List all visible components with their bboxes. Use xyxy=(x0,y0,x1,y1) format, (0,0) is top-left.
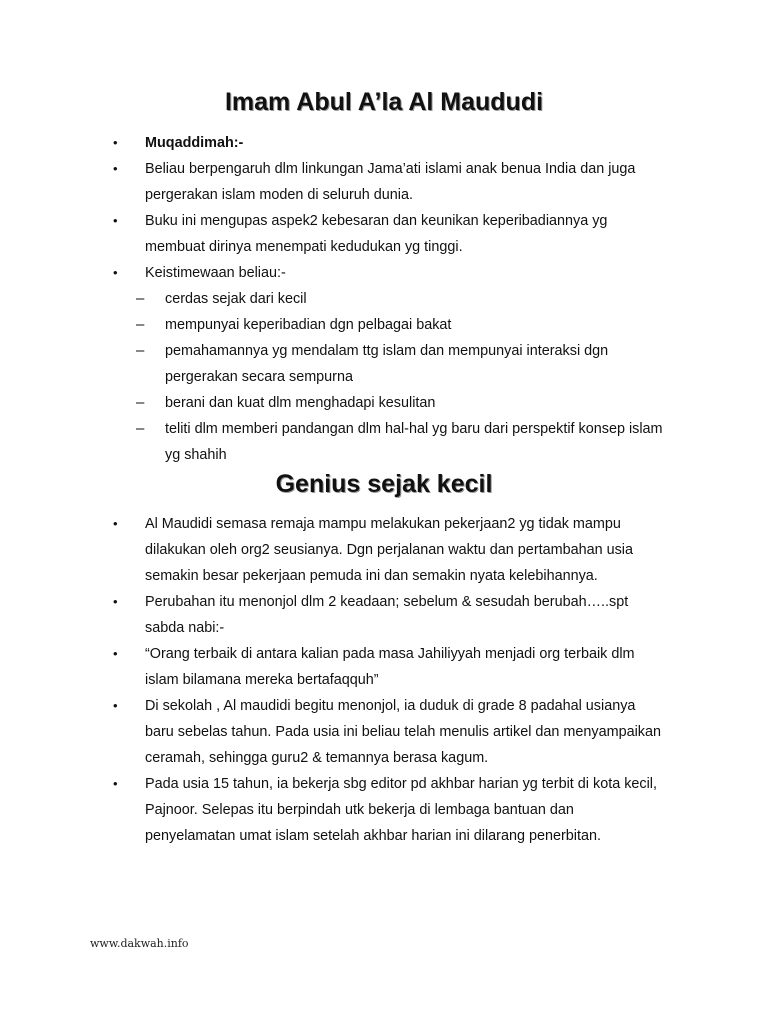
list-item xyxy=(0,641,768,693)
bullet-marker: • xyxy=(113,776,118,791)
list-item-text: Keistimewaan beliau:- xyxy=(145,265,286,281)
list-item xyxy=(0,130,768,156)
bullet-marker: • xyxy=(113,213,118,228)
dash-marker: – xyxy=(136,316,145,333)
intro-list xyxy=(0,130,768,468)
list-item-text: teliti dlm memberi pandangan dlm hal-hal yg baru dari perspektif konsep islam yg shahih xyxy=(165,421,663,463)
list-item-text: pemahamannya yg mendalam ttg islam dan mempunyai interaksi dgn pergerakan secara sempurna xyxy=(165,343,609,385)
dash-marker: – xyxy=(136,342,145,359)
bullet-marker: • xyxy=(113,594,118,609)
page-title: Imam Abul A’la Al Maududi xyxy=(224,88,544,116)
sub-list-item xyxy=(0,416,768,468)
list-item-text: “Orang terbaik di antara kalian pada masa Jahiliyyah menjadi org terbaik dlm islam bilamana mereka bertafaqquh” xyxy=(145,646,635,688)
sub-list-item xyxy=(0,286,768,312)
dash-marker: – xyxy=(136,394,145,411)
list-item xyxy=(0,589,768,641)
list-item xyxy=(0,156,768,208)
list-item-text: cerdas sejak dari kecil xyxy=(165,291,307,307)
list-item-text: Al Maudidi semasa remaja mampu melakukan pekerjaan2 yg tidak mampu dilakukan oleh org2 seusianya. Dgn perjalanan waktu dan pertambahan usia semakin besar pekerjaan pemuda ini dan semakin nyata kelebihannya. xyxy=(145,516,634,584)
list-item-text: berani dan kuat dlm menghadapi kesulitan xyxy=(165,395,436,411)
sub-list-item xyxy=(0,390,768,416)
list-item xyxy=(0,208,768,260)
section-heading: Genius sejak kecil xyxy=(275,470,493,498)
list-item xyxy=(0,771,768,849)
list-item-text: Muqaddimah:- xyxy=(145,135,244,151)
list-item xyxy=(0,693,768,771)
bullet-marker: • xyxy=(113,698,118,713)
sub-list-item xyxy=(0,338,768,390)
genius-list xyxy=(0,511,768,849)
footer-url: www.dakwah.info xyxy=(90,937,189,950)
list-item-text: Buku ini mengupas aspek2 kebesaran dan keunikan keperibadiannya yg membuat dirinya menempati kedudukan yg tinggi. xyxy=(145,213,608,255)
dash-marker: – xyxy=(136,290,145,307)
bullet-marker: • xyxy=(113,161,118,176)
list-item xyxy=(0,260,768,286)
bullet-marker: • xyxy=(113,135,118,150)
bullet-marker: • xyxy=(113,646,118,661)
dash-marker: – xyxy=(136,420,145,437)
sub-list-item xyxy=(0,312,768,338)
bullet-marker: • xyxy=(113,265,118,280)
list-item-text: mempunyai keperibadian dgn pelbagai bakat xyxy=(165,317,452,333)
bullet-marker: • xyxy=(113,516,118,531)
list-item-text: Beliau berpengaruh dlm linkungan Jama’ati islami anak benua India dan juga pergerakan islam moden di seluruh dunia. xyxy=(145,161,636,203)
list-item-text: Pada usia 15 tahun, ia bekerja sbg editor pd akhbar harian yg terbit di kota kecil, Pajnoor. Selepas itu berpindah utk bekerja di lembaga bantuan dan penyelamatan umat islam setelah akhbar harian ini dilarang penerbitan. xyxy=(145,776,657,844)
list-item-text: Di sekolah , Al maudidi begitu menonjol, ia duduk di grade 8 padahal usianya baru sebelas tahun. Pada usia ini beliau telah menulis artikel dan menyampaikan ceramah, sehingga guru2 & temannya berasa kagum. xyxy=(145,698,661,766)
list-item xyxy=(0,511,768,589)
list-item-text: Perubahan itu menonjol dlm 2 keadaan; sebelum & sesudah berubah…..spt sabda nabi:- xyxy=(145,594,629,636)
